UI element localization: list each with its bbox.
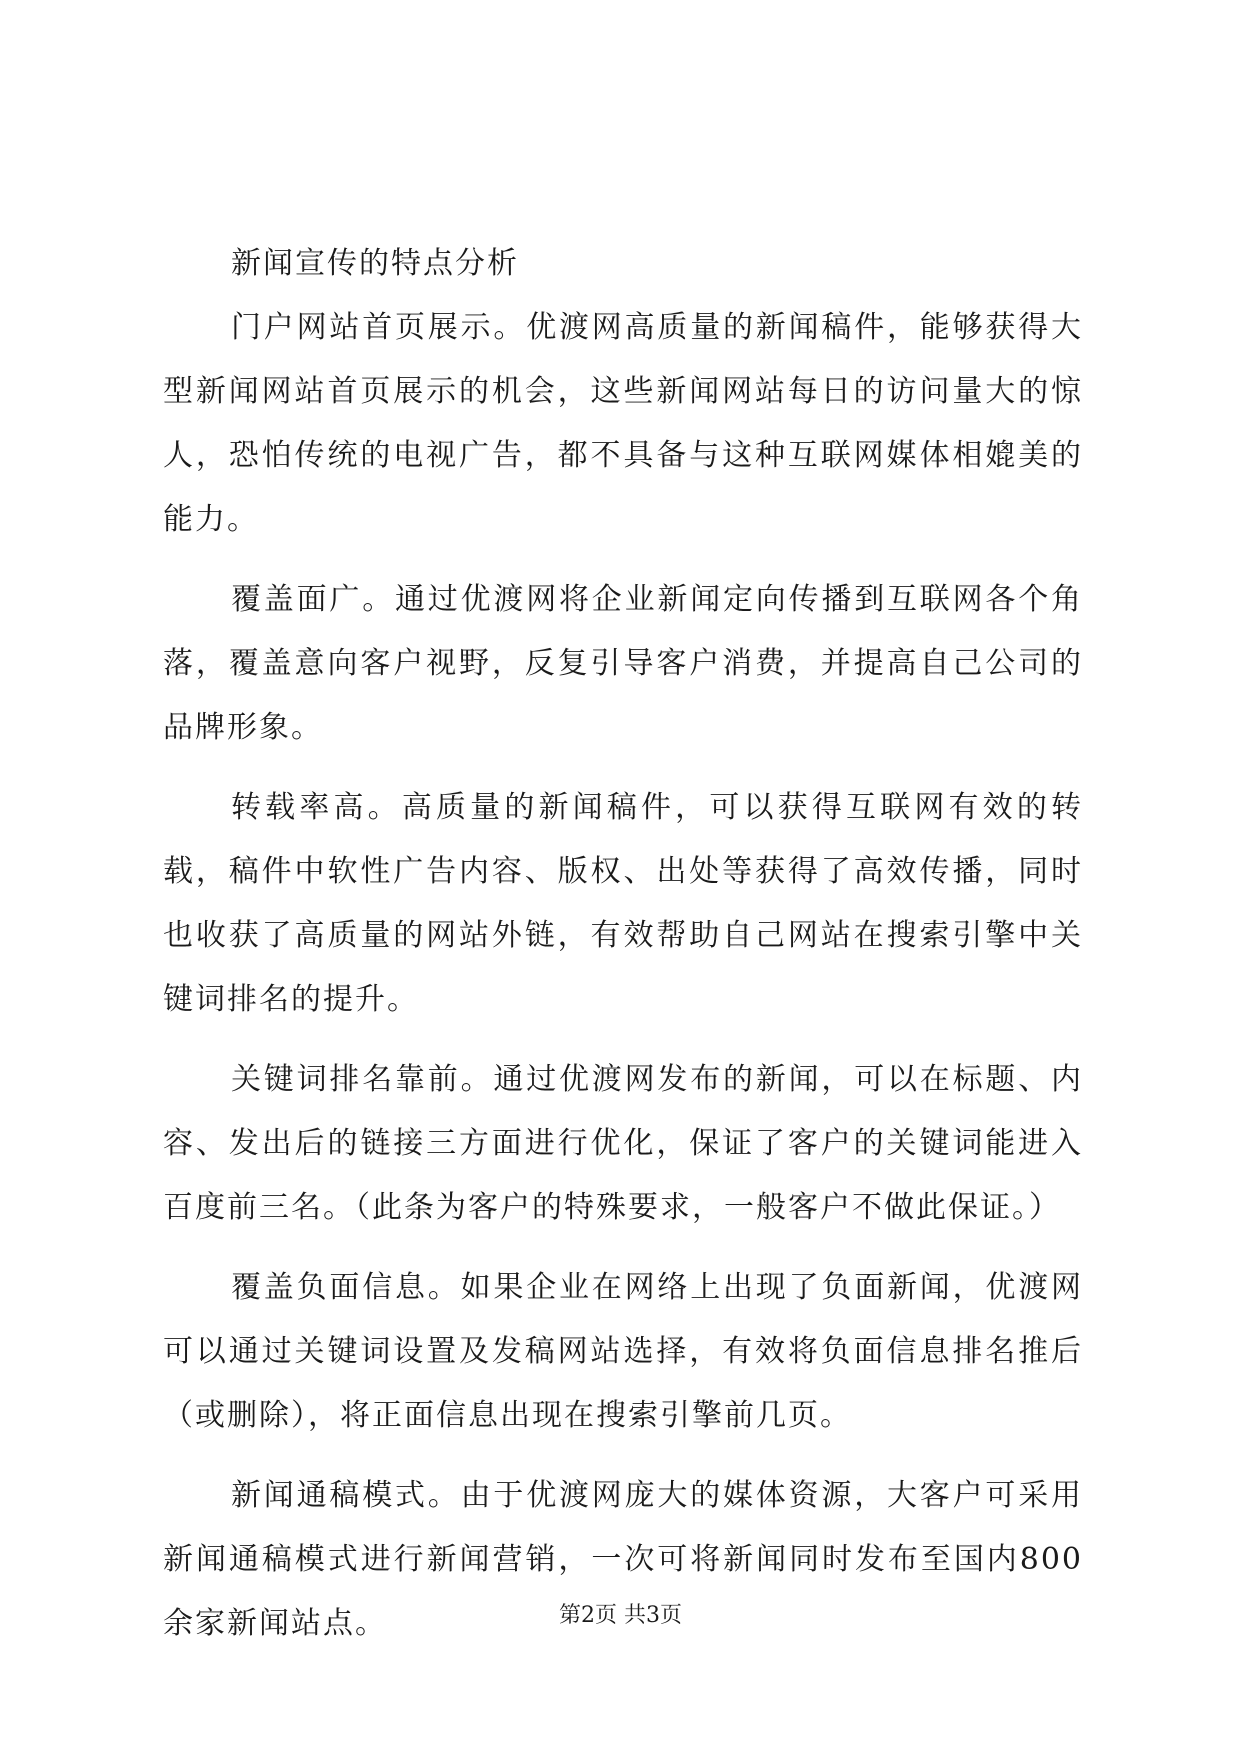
page-number-footer: 第2页 共3页 <box>559 1603 682 1628</box>
paragraph-high-repost-rate: 转载率高。高质量的新闻稿件，可以获得互联网有效的转载，稿件中软性广告内容、版权、出处等获得了高效传播，同时也收获了高质量的网站外链，有效帮助自己网站在搜索引擎中关键词排名的提升。 <box>163 790 1083 1017</box>
document-body <box>163 232 1083 1656</box>
paragraph-keyword-ranking: 关键词排名靠前。通过优渡网发布的新闻，可以在标题、内容、发出后的链接三方面进行优化，保证了客户的关键词能进入百度前三名。（此条为客户的特殊要求，一般客户不做此保证。） <box>163 1062 1083 1225</box>
document-title: 新闻宣传的特点分析 <box>231 246 519 281</box>
paragraph-homepage-display: 门户网站首页展示。优渡网高质量的新闻稿件，能够获得大型新闻网站首页展示的机会，这些新闻网站每日的访问量大的惊人，恐怕传统的电视广告，都不具备与这种互联网媒体相媲美的能力。 <box>163 310 1083 537</box>
paragraph-press-release-mode: 新闻通稿模式。由于优渡网庞大的媒体资源，大客户可采用新闻通稿模式进行新闻营销，一次可将新闻同时发布至国内800余家新闻站点。 <box>163 1478 1083 1641</box>
paragraph-wide-coverage: 覆盖面广。通过优渡网将企业新闻定向传播到互联网各个角落，覆盖意向客户视野，反复引导客户消费，并提高自己公司的品牌形象。 <box>163 582 1083 745</box>
paragraph-cover-negative-info: 覆盖负面信息。如果企业在网络上出现了负面新闻，优渡网可以通过关键词设置及发稿网站选择，有效将负面信息排名推后（或删除），将正面信息出现在搜索引擎前几页。 <box>163 1270 1083 1433</box>
